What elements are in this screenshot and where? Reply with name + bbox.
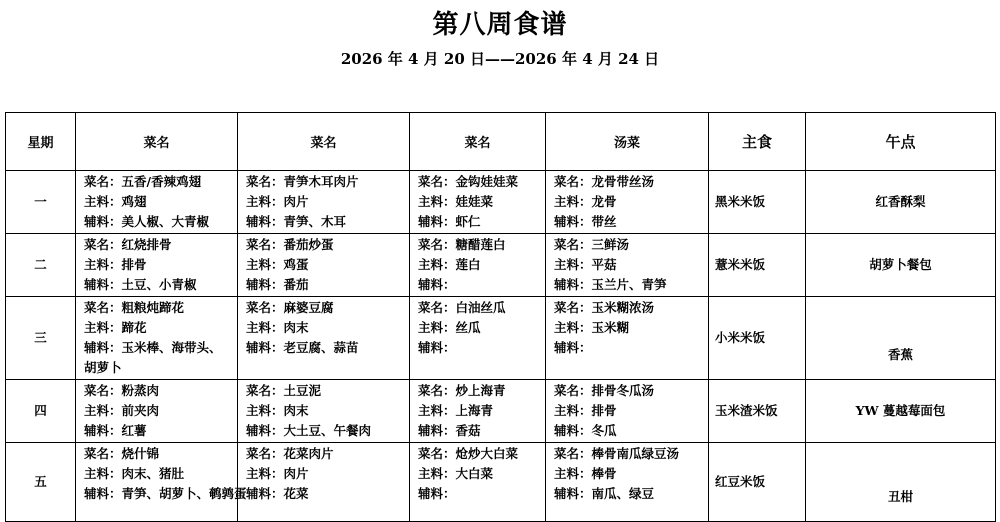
dish-name: 菜名：粉蒸肉	[84, 383, 160, 398]
main-ingredient: 主料：蹄花	[84, 320, 147, 335]
weekday-cell: 三	[6, 297, 76, 380]
side-ingredient: 辅料：南瓜、绿豆	[554, 486, 655, 501]
main-ingredient: 主料：龙骨	[554, 194, 617, 209]
dish-2-cell	[238, 171, 410, 234]
dish-1-cell	[76, 234, 238, 297]
side-ingredient: 辅料：玉兰片、青笋	[554, 277, 667, 292]
side-ingredient: 辅料：香菇	[418, 423, 481, 438]
soup-cell	[546, 171, 709, 234]
header-dish-3: 菜名	[410, 113, 546, 171]
main-ingredient: 主料：娃娃菜	[418, 194, 494, 209]
side-ingredient: 辅料：冬瓜	[554, 423, 617, 438]
main-ingredient: 主料：大白菜	[418, 466, 494, 481]
snack-cell: 胡萝卜餐包	[806, 234, 996, 297]
side-ingredient: 辅料：老豆腐、蒜苗	[246, 340, 359, 355]
main-ingredient: 主料：上海青	[418, 403, 494, 418]
dish-2-cell	[238, 443, 410, 522]
side-ingredient: 辅料：大土豆、午餐肉	[246, 423, 372, 438]
side-ingredient: 辅料：玉米棒、海带头、胡萝卜	[84, 340, 222, 375]
dish-3-cell	[410, 234, 546, 297]
side-ingredient: 辅料：	[418, 486, 456, 501]
dish-1-cell	[76, 380, 238, 443]
dish-name: 菜名：红烧排骨	[84, 237, 172, 252]
dish-name: 菜名：玉米糊浓汤	[554, 300, 655, 315]
side-ingredient: 辅料：	[418, 340, 456, 355]
dish-name: 菜名：龙骨带丝汤	[554, 174, 655, 189]
main-ingredient: 主料：排骨	[84, 257, 147, 272]
main-ingredient: 主料：前夹肉	[84, 403, 160, 418]
main-ingredient: 主料：肉末、猪肚	[84, 466, 185, 481]
staple-cell: 红豆米饭	[709, 443, 806, 522]
header-staple: 主食	[709, 113, 806, 171]
weekday-cell: 四	[6, 380, 76, 443]
side-ingredient: 辅料：青笋、胡萝卜、鹌鹑蛋	[84, 486, 247, 501]
weekday-cell: 五	[6, 443, 76, 522]
soup-cell	[546, 443, 709, 522]
staple-cell: 小米米饭	[709, 297, 806, 380]
dish-2-cell	[238, 297, 410, 380]
soup-cell	[546, 234, 709, 297]
staple-cell: 薏米米饭	[709, 234, 806, 297]
dish-1-cell	[76, 297, 238, 380]
main-ingredient: 主料：玉米糊	[554, 320, 630, 335]
main-ingredient: 主料：棒骨	[554, 466, 617, 481]
dish-name: 菜名：糖醋莲白	[418, 237, 506, 252]
dish-name: 菜名：花菜肉片	[246, 446, 334, 461]
dish-name: 菜名：番茄炒蛋	[246, 237, 334, 252]
header-soup: 汤菜	[546, 113, 709, 171]
dish-name: 菜名：炒上海青	[418, 383, 506, 398]
date-range: 2026 年 4 月 20 日——2026 年 4 月 24 日	[340, 50, 660, 68]
weekday-cell: 一	[6, 171, 76, 234]
side-ingredient: 辅料：美人椒、大青椒	[84, 214, 210, 229]
soup-cell	[546, 380, 709, 443]
dish-3-cell	[410, 380, 546, 443]
soup-cell	[546, 297, 709, 380]
side-ingredient: 辅料：带丝	[554, 214, 617, 229]
side-ingredient: 辅料：土豆、小青椒	[84, 277, 197, 292]
main-ingredient: 主料：肉片	[246, 466, 309, 481]
dish-name: 菜名：烧什锦	[84, 446, 160, 461]
dish-name: 菜名：炝炒大白菜	[418, 446, 519, 461]
main-ingredient: 主料：平菇	[554, 257, 617, 272]
dish-3-cell	[410, 171, 546, 234]
header-dish-1: 菜名	[76, 113, 238, 171]
weekday-cell: 二	[6, 234, 76, 297]
side-ingredient: 辅料：	[554, 340, 592, 355]
main-ingredient: 主料：鸡翅	[84, 194, 147, 209]
dish-name: 菜名：粗粮炖蹄花	[84, 300, 185, 315]
dish-3-cell	[410, 443, 546, 522]
side-ingredient: 辅料：花菜	[246, 486, 309, 501]
dish-name: 菜名：麻婆豆腐	[246, 300, 334, 315]
side-ingredient: 辅料：番茄	[246, 277, 309, 292]
side-ingredient: 辅料：红薯	[84, 423, 147, 438]
table-row	[6, 443, 996, 522]
snack-cell: 丑柑	[806, 443, 996, 522]
menu-table	[5, 112, 996, 522]
main-ingredient: 主料：肉片	[246, 194, 309, 209]
main-ingredient: 主料：丝瓜	[418, 320, 481, 335]
main-ingredient: 主料：肉末	[246, 320, 309, 335]
dish-name: 菜名：土豆泥	[246, 383, 322, 398]
dish-3-cell	[410, 297, 546, 380]
dish-name: 菜名：棒骨南瓜绿豆汤	[554, 446, 680, 461]
dish-1-cell	[76, 171, 238, 234]
header-row	[6, 113, 996, 171]
snack-cell: 红香酥梨	[806, 171, 996, 234]
dish-name: 菜名：青笋木耳肉片	[246, 174, 359, 189]
dish-1-cell	[76, 443, 247, 522]
table-row	[6, 171, 996, 234]
header-snack: 午点	[806, 113, 996, 171]
dish-2-cell	[238, 380, 410, 443]
dish-name: 菜名：五香/香辣鸡翅	[84, 174, 202, 189]
main-ingredient: 主料：鸡蛋	[246, 257, 309, 272]
main-ingredient: 主料：肉末	[246, 403, 309, 418]
table-row	[6, 234, 996, 297]
dish-name: 菜名：金钩娃娃菜	[418, 174, 519, 189]
table-row	[6, 297, 996, 380]
dish-name: 菜名：排骨冬瓜汤	[554, 383, 655, 398]
staple-cell: 玉米渣米饭	[709, 380, 806, 443]
side-ingredient: 辅料：青笋、木耳	[246, 214, 347, 229]
main-ingredient: 主料：排骨	[554, 403, 617, 418]
snack-cell: 香蕉	[806, 297, 996, 380]
side-ingredient: 辅料：	[418, 277, 456, 292]
dish-name: 菜名：白油丝瓜	[418, 300, 506, 315]
page-title: 第八周食谱	[432, 10, 568, 40]
staple-cell: 黑米米饭	[709, 171, 806, 234]
dish-name: 菜名：三鲜汤	[554, 237, 630, 252]
header-weekday: 星期	[6, 113, 76, 171]
header-dish-2: 菜名	[238, 113, 410, 171]
snack-cell: YW 蔓越莓面包	[806, 380, 996, 443]
main-ingredient: 主料：莲白	[418, 257, 481, 272]
table-row	[6, 380, 996, 443]
dish-2-cell	[238, 234, 410, 297]
side-ingredient: 辅料：虾仁	[418, 214, 481, 229]
